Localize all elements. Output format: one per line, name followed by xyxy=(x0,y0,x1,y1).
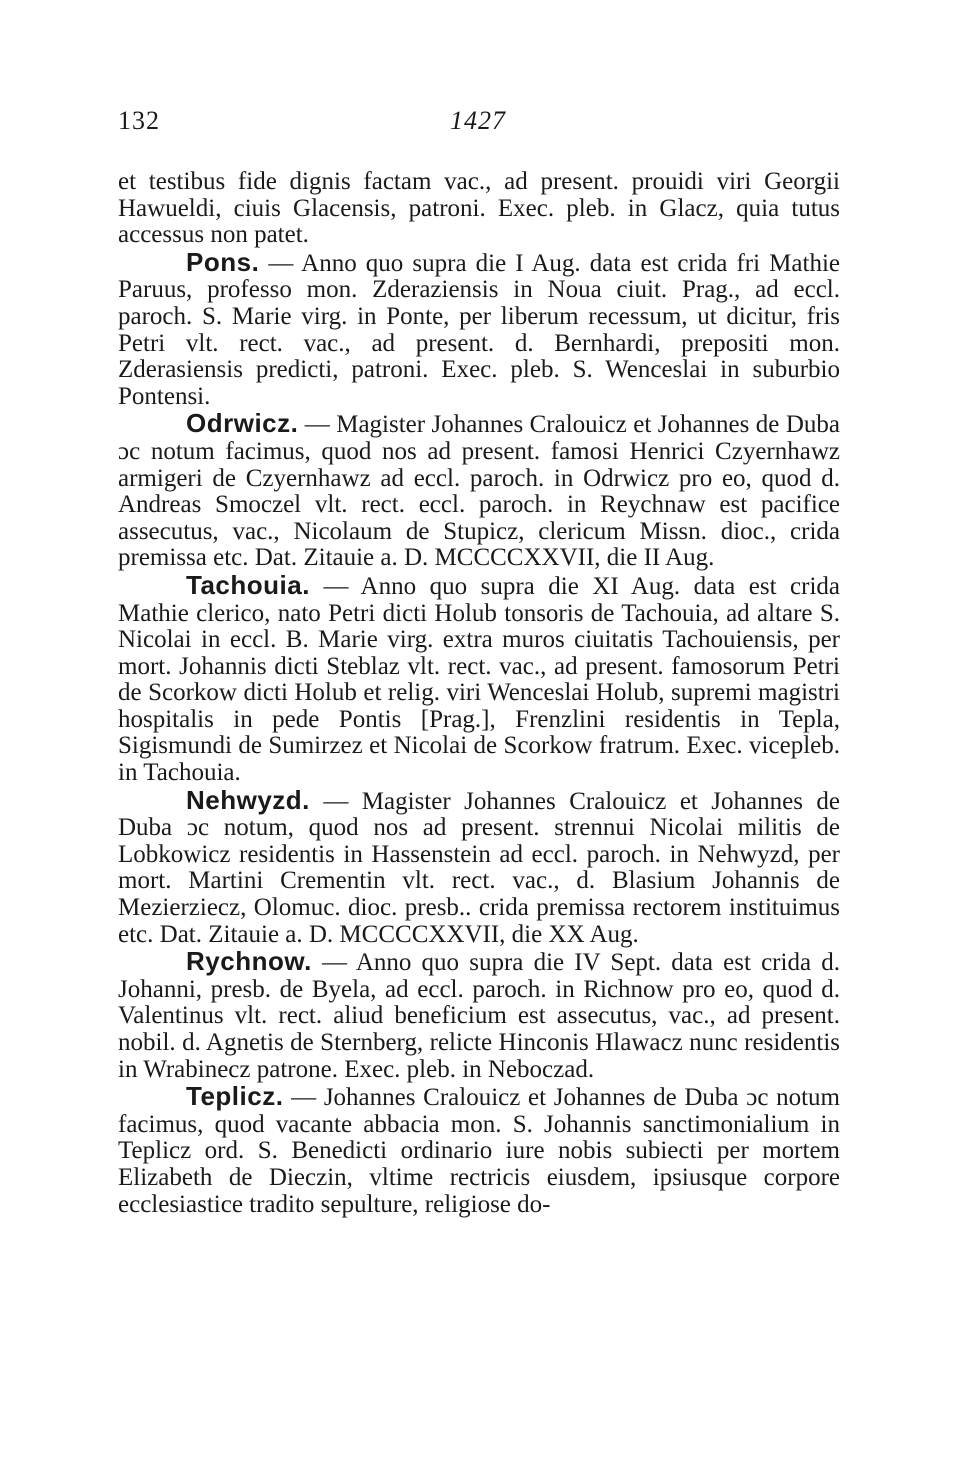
entry-text: — Johannes Cralouicz et Johannes de Duba ɔc notum facimus, quod vacante abbacia mon. S. Johannis sanctimonialium in Teplicz ord. S. Benedicti ordinario iure nobis subiecti per mortem Elizabeth de Dieczin, vltime rectricis eiusdem, ipsiusque corpore ecclesiastice tradito sepulture, religiose do- xyxy=(118,1084,840,1218)
entry-place-heading: Pons. xyxy=(186,246,260,277)
entry-nehwyzd xyxy=(118,784,840,949)
page-number: 132 xyxy=(118,106,160,135)
entry-place-heading: Odrwicz. xyxy=(186,408,299,439)
entry-tachouia xyxy=(118,569,840,787)
document-body xyxy=(118,169,840,1218)
entry-text: — Anno quo supra die IV Sept. data est crida d. Johanni, presb. de Byela, ad eccl. paroch. in Richnow pro eo, quod d. Valentinus vlt. rect. aliud beneficium est assecutus, vac., ad present. nobil. d. Agnetis de Sternberg, relicte Hinconis Hlawacz nunc residentis in Wrabinecz patrone. Exec. pleb. in Neboczad. xyxy=(118,949,840,1083)
running-head-year: 1427 xyxy=(450,106,506,135)
entry-text: — Anno quo supra die XI Aug. data est crida Mathie clerico, nato Petri dicti Holub tonsoris de Tachouia, ad altare S. Nicolai in eccl. B. Marie virg. extra muros ciuitatis Tachouiensis, per mort. Johannis dicti Steblaz vlt. rect. vac., ad present. famosorum Petri de Scorkow dicti Holub et relig. viri Wenceslai Holub, supremi magistri hospitalis in pede Pontis [Prag.], Frenzlini residentis in Tepla, Sigismundi de Sumirzez et Nicolai de Scorkow fratrum. Exec. vicepleb. in Tachouia. xyxy=(118,572,840,787)
entry-place-heading: Rychnow. xyxy=(186,946,312,977)
entry-text: — Magister Johannes Cralouicz et Johannes de Duba ɔc notum, quod nos ad present. strennui Nicolai militis de Lobkowicz residentis in Hassenstein ad eccl. paroch. in Nehwyzd, per mort. Martini Crementin vlt. rect. vac., d. Blasium Johannis de Mezierziecz, Olomuc. dioc. presb.. crida premissa rectorem instituimus etc. Dat. Zitauie a. D. MCCCCXXVII, die XX Aug. xyxy=(118,787,840,948)
entry-text: — Anno quo supra die I Aug. data est crida fri Mathie Paruus, professo mon. Zderaziensis in Noua ciuit. Prag., ad eccl. paroch. S. Marie virg. in Ponte, per liberum recessum, ut dicitur, fris Petri vlt. rect. vac., ad present. d. Bernhardi, prepositi mon. Zderasiensis predicti, patroni. Exec. pleb. S. Wenceslai in suburbio Pontensi. xyxy=(118,249,840,410)
entry-place-heading: Tachouia. xyxy=(186,569,310,600)
entry-place-heading: Nehwyzd. xyxy=(186,784,310,815)
entry-text: — Magister Johannes Cralouicz et Johannes de Duba ɔc notum facimus, quod nos ad present. famosi Henrici Czyernhawz armigeri de Czyernhawz ad eccl. paroch. in Odrwicz pro eo, quod d. Andreas Smoczel vlt. rect. eccl. paroch. in Reychnaw est pacifice assecutus, vac., Nicolaum de Stupicz, clericum Missn. dioc., crida premissa etc. Dat. Zitauie a. D. MCCCCXXVII, die II Aug. xyxy=(118,411,840,572)
entry-teplicz xyxy=(118,1083,840,1218)
entry-text: et testibus fide dignis factam vac., ad present. prouidi viri Georgii Hawueldi, ciuis Glacensis, patroni. Exec. pleb. in Glacz, quia tutus accessus non patet. xyxy=(118,168,840,249)
entry-place-heading: Teplicz. xyxy=(186,1081,284,1112)
entry-continuation xyxy=(118,169,840,249)
entry-pons xyxy=(118,246,840,411)
running-head xyxy=(118,106,840,142)
entry-odrwicz xyxy=(118,410,840,572)
entry-rychnow xyxy=(118,948,840,1083)
